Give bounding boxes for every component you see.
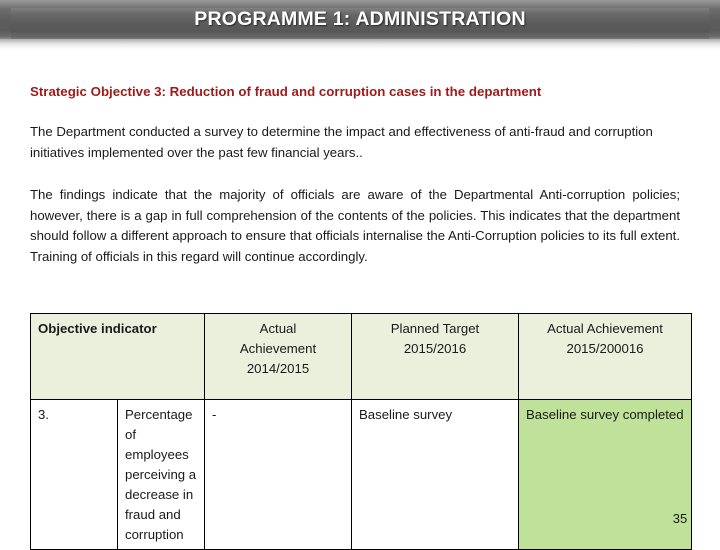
performance-table xyxy=(30,313,692,550)
strategic-objective-heading: Strategic Objective 3: Reduction of fraud and corruption cases in the department xyxy=(30,84,542,99)
header-line-1: Actual Achievement xyxy=(547,321,663,336)
slide-content xyxy=(0,52,720,267)
header-line-2: 2015/2016 xyxy=(403,341,467,356)
findings-paragraph: The findings indicate that the majority of officials are aware of the Departmental Anti-corruption policies; however, there is a gap in full comprehension of the contents of the policies. This indicates that the department should follow a different approach to ensure that officials internalise the Anti-Corruption policies to its full extent. Training of officials in this regard will continue accordingly. xyxy=(30,187,680,264)
banner-title: PROGRAMME 1: ADMINISTRATION xyxy=(194,8,526,30)
table-header-row xyxy=(31,314,692,400)
header-line-2: Achievement xyxy=(239,341,317,356)
banner-shadow xyxy=(0,39,720,52)
header-actual-achievement-2015-2016 xyxy=(519,314,692,400)
table-row xyxy=(31,400,692,550)
header-line-3: 2014/2015 xyxy=(246,361,310,376)
header-objective-indicator: Objective indicator xyxy=(31,314,205,400)
cell-actual-achievement-2014-2015: - xyxy=(205,400,352,550)
header-actual-achievement-2014-2015 xyxy=(205,314,352,400)
performance-table-container xyxy=(30,313,692,550)
cell-row-number: 3. xyxy=(31,400,118,550)
cell-planned-target-2015-2016: Baseline survey xyxy=(352,400,519,550)
slide-header-banner xyxy=(0,0,720,52)
cell-indicator-description: Percentage of employees perceiving a decrease in fraud and corruption xyxy=(118,400,205,550)
header-planned-target-2015-2016 xyxy=(352,314,519,400)
header-line-1: Actual xyxy=(259,321,297,336)
survey-paragraph: The Department conducted a survey to determine the impact and effectiveness of anti-fraud and corruption initiatives implemented over the past few financial years.. xyxy=(30,124,653,160)
header-line-2: 2015/200016 xyxy=(566,341,644,356)
page-number: 35 xyxy=(672,511,688,526)
header-line-1: Planned Target xyxy=(390,321,480,336)
cell-actual-achievement-2015-2016: Baseline survey completed xyxy=(519,400,692,550)
